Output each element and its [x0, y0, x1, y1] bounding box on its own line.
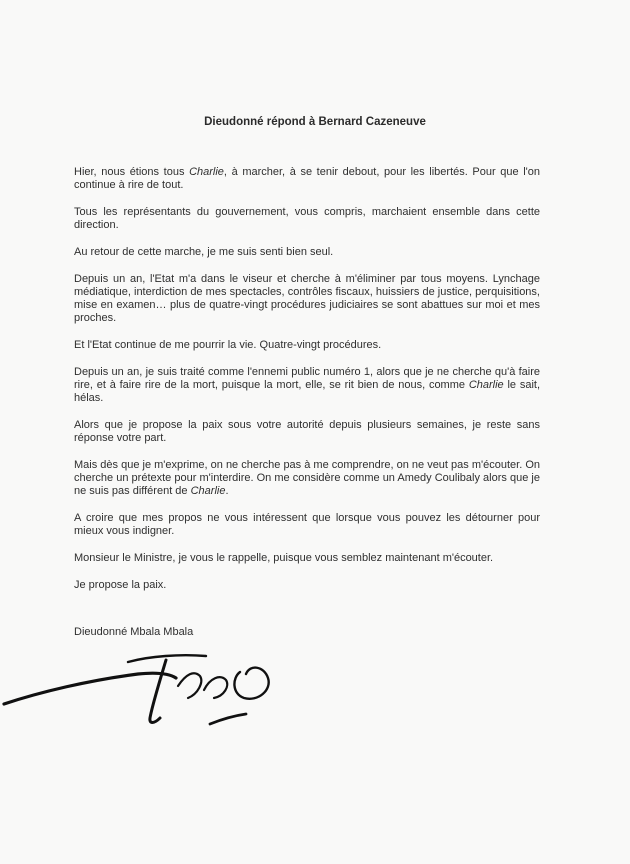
- paragraph-3: Au retour de cette marche, je me suis senti bien seul.: [74, 246, 334, 258]
- paragraph-6-text-b: le sait, hélas.: [74, 379, 540, 404]
- paragraph-11: Je propose la paix.: [74, 579, 167, 591]
- paragraph-8-text-a: Mais dès que je m'exprime, on ne cherche pas à me comprendre, on ne veut pas m'écouter. On cherche un prétexte pour m'interdire. On me considère comme un Amedy Coulibaly alors que je ne suis pas différent de: [74, 459, 540, 497]
- paragraph-4: Depuis un an, l'Etat m'a dans le viseur et cherche à m'éliminer par tous moyens. Lynchage médiatique, interdiction de mes spectacles, contrôles fiscaux, huissiers de justice, perquisitions, mise en examen… plus de quatre-vingt procédures judiciaires se sont abattues sur moi et mes proches.: [74, 273, 540, 324]
- paragraph-8-emphasis: Charlie: [190, 485, 226, 497]
- paragraph-6-text-a: Depuis un an, je suis traité comme l'ennemi public numéro 1, alors que je ne cherche qu'à faire rire, et à faire rire de la mort, puisque la mort, elle, se rit bien de nous, comme: [74, 366, 540, 391]
- letter-body: [74, 166, 540, 592]
- letter-title: Dieudonné répond à Bernard Cazeneuve: [204, 116, 426, 128]
- paragraph-9: A croire que mes propos ne vous intéressent que lorsque vous pouvez les détourner pour mieux vous indigner.: [74, 512, 540, 537]
- paragraph-6-emphasis: Charlie: [468, 379, 504, 391]
- paragraph-6: [74, 366, 540, 405]
- handwritten-signature: [0, 620, 320, 740]
- paragraph-1: [74, 166, 540, 192]
- paragraph-10: Monsieur le Ministre, je vous le rappelle, puisque vous semblez maintenant m'écouter.: [74, 552, 494, 564]
- paragraph-8-text-b: .: [225, 485, 229, 497]
- paragraph-5: Et l'Etat continue de me pourrir la vie. Quatre-vingt procédures.: [74, 339, 382, 351]
- paragraph-1-text-b: , à marcher, à se tenir debout, pour les libertés. Pour que l'on continue à rire de tout.: [74, 166, 541, 191]
- signatory-name: Dieudonné Mbala Mbala: [74, 626, 194, 638]
- paragraph-1-emphasis: Charlie: [189, 166, 224, 178]
- paragraph-2: Tous les représentants du gouvernement, vous compris, marchaient ensemble dans cette direction.: [74, 206, 540, 231]
- paragraph-7: Alors que je propose la paix sous votre autorité depuis plusieurs semaines, je reste sans réponse votre part.: [74, 419, 540, 444]
- paragraph-8: [74, 459, 540, 498]
- paragraph-1-text-a: Hier, nous étions tous: [74, 166, 190, 178]
